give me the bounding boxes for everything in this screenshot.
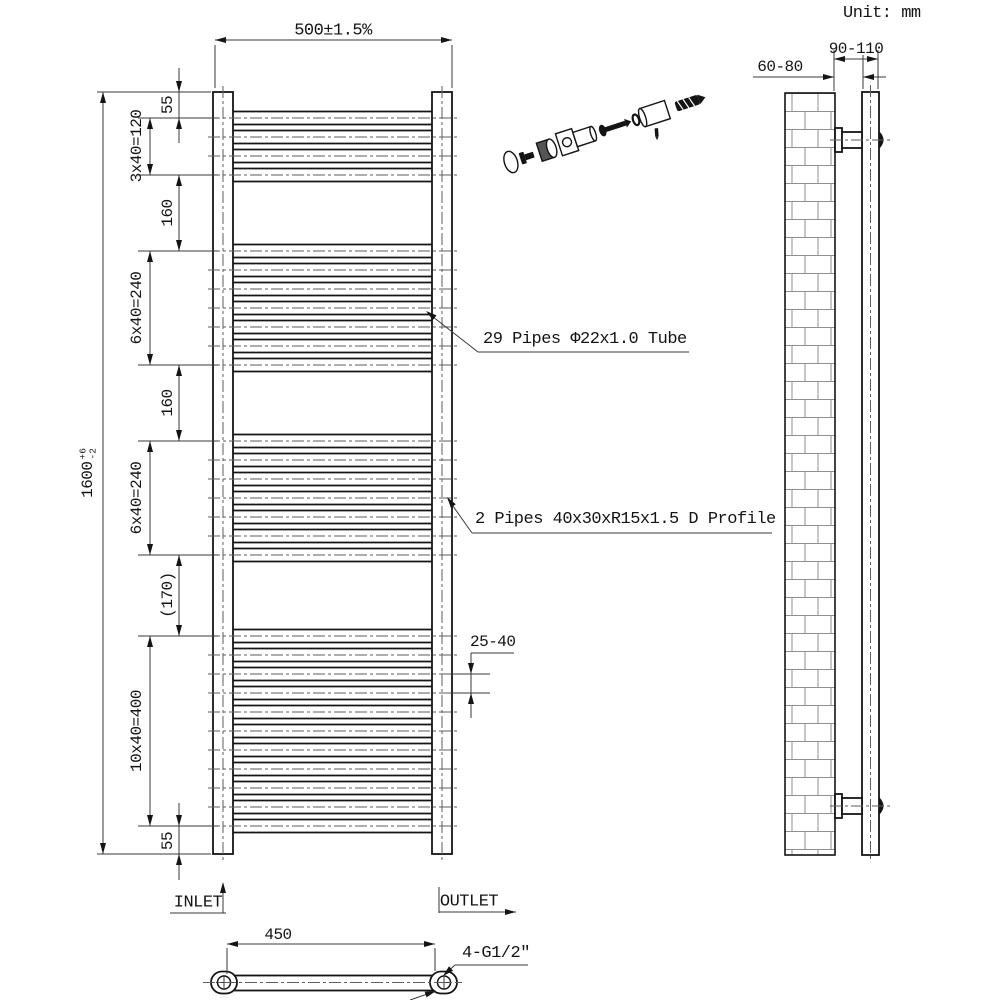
dimension-arrow	[176, 240, 182, 251]
dim-gap1: 160	[159, 199, 177, 227]
overall-height-dim-lines	[97, 92, 211, 854]
dimension-arrow	[100, 92, 106, 103]
dim-top-offset: 55	[159, 95, 177, 115]
cover-cap-disc	[501, 150, 520, 175]
dim-group1: 3x40=120	[128, 109, 146, 183]
port-span-dim-lines	[227, 944, 435, 974]
dim-gap3: (170)	[159, 572, 177, 618]
port-span-dimension-label: 450	[264, 926, 292, 944]
pipe-bands	[233, 112, 432, 833]
dimension-arrow	[441, 37, 452, 43]
collar-ring	[536, 138, 559, 161]
fixing-screw	[598, 116, 634, 138]
grub-screw	[519, 149, 536, 165]
wall-clearance-dimension-label: 60-80	[757, 58, 803, 76]
dim-group3: 6x40=240	[128, 461, 146, 535]
dimension-arrow	[176, 118, 182, 129]
bracket-depth-dimension-label: 90-110	[828, 40, 884, 58]
dimension-arrow	[147, 251, 153, 262]
overall-height-tolerance: +6 -2	[77, 448, 98, 460]
dim-gap2: 160	[159, 389, 177, 417]
overall-height-dimension-label	[79, 448, 98, 498]
dimension-arrow	[425, 991, 436, 997]
dimension-arrow	[147, 636, 153, 647]
outlet-label: OUTLET	[439, 892, 499, 912]
pitch-dimension-label: 25-40	[470, 633, 516, 651]
profile-annotation: 2 Pipes 40x30xR15x1.5 D Profile	[475, 510, 776, 529]
dimension-arrow	[468, 693, 474, 704]
pitch-dim-lines	[452, 653, 514, 718]
dimension-arrow	[176, 815, 182, 826]
dimension-arrow	[424, 941, 435, 947]
dimension-arrow	[176, 555, 182, 566]
dim-bottom-offset: 55	[159, 831, 177, 851]
tube-annotation: 29 Pipes Φ22x1.0 Tube	[483, 330, 687, 349]
side-view	[785, 85, 893, 862]
dimension-arrow	[176, 430, 182, 441]
dimension-arrow	[863, 74, 874, 80]
dimension-arrow	[147, 118, 153, 129]
dimension-arrow	[468, 663, 474, 674]
overall-height-value: 1600	[79, 461, 98, 498]
dimension-arrow	[147, 164, 153, 175]
dimension-arrow	[147, 815, 153, 826]
dimension-arrow	[176, 625, 182, 636]
dimension-arrow	[227, 941, 238, 947]
dimension-arrow	[147, 441, 153, 452]
dimension-arrow	[176, 365, 182, 376]
bracket-body	[555, 122, 599, 156]
grub-screw-small	[655, 128, 659, 140]
unit-label: Unit: mm	[843, 4, 921, 23]
dimension-arrow	[220, 882, 226, 893]
spacer-sleeve	[637, 101, 670, 128]
width-dimension-label: 500±1.5%	[294, 21, 372, 41]
dim-group4: 10x40=400	[128, 690, 146, 772]
dimension-arrow	[505, 909, 516, 915]
rail-centerlines	[223, 86, 442, 861]
front-view	[208, 86, 458, 861]
inlet-label: INLET	[173, 893, 223, 913]
dimension-arrow	[215, 37, 226, 43]
dimension-arrow	[176, 175, 182, 186]
dimension-arrow	[176, 854, 182, 865]
wall-section	[785, 93, 835, 855]
dimension-arrow	[176, 81, 182, 92]
wall-plug-anchor	[674, 92, 707, 111]
dimension-arrow	[147, 544, 153, 555]
fastener-kit-exploded	[501, 86, 714, 187]
thread-spec-label: 4-G1/2″	[462, 944, 530, 963]
width-dim-lines	[215, 40, 452, 88]
dim-group2: 6x40=240	[128, 271, 146, 345]
dimension-arrow	[100, 843, 106, 854]
bottom-view	[203, 972, 462, 994]
dimension-arrow	[823, 74, 834, 80]
dimension-arrow	[147, 354, 153, 365]
